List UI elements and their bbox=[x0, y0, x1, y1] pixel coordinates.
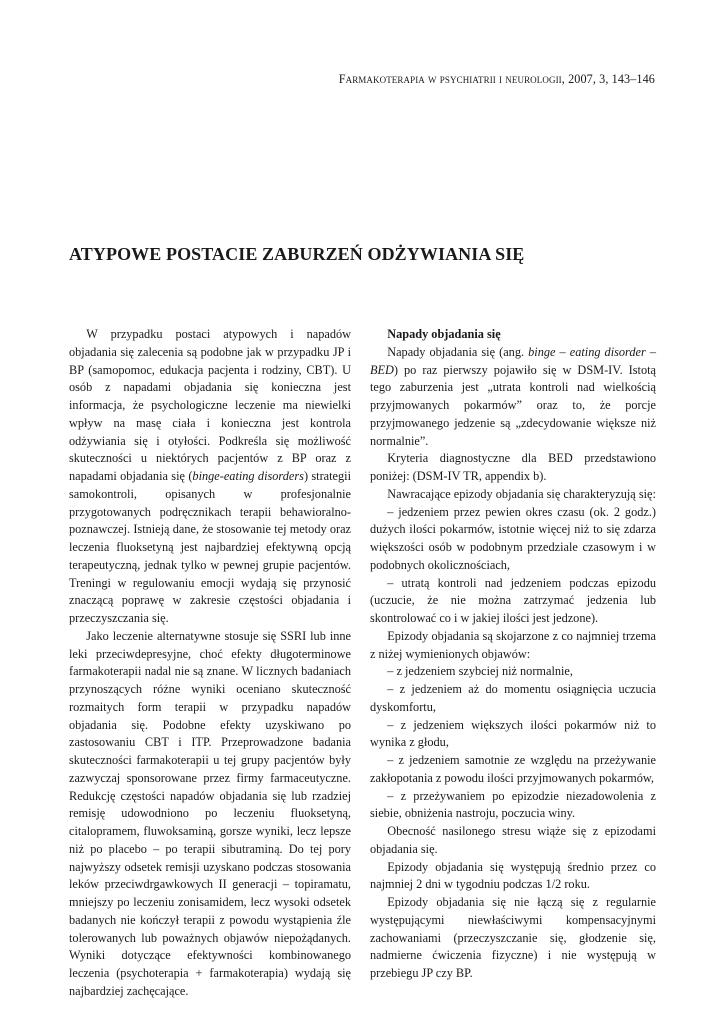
right-paragraph-8: – z jedzeniem aż do momentu osiągnięcia uczucia dyskomfortu, bbox=[370, 682, 656, 714]
right-paragraph-14: Epizody objadania się nie łączą się z regularnie występującymi niewłaściwymi kompensacyjnymi zachowaniami (przeczyszczanie się, głodzenie się, nadmierne ćwiczenia fizyczne) i nie występują w przebiegu JP czy BP. bbox=[370, 895, 656, 980]
right-paragraph-9: – z jedzeniem większych ilości pokarmów niż to wynika z głodu, bbox=[370, 717, 656, 750]
right-paragraph-12: Obecność nasilonego stresu wiąże się z epizodami objadania się. bbox=[370, 824, 656, 856]
left-paragraph-1 bbox=[69, 326, 351, 628]
right-paragraph-5: – utratą kontroli nad jedzeniem podczas epizodu (uczucie, że nie można zatrzymać jedzenia lub skontrolować co i w jakiej ilości jest jedzone). bbox=[370, 575, 656, 625]
right-paragraph-11: – z przeżywaniem po epizodzie niezadowolenia z siebie, obniżenia nastroju, poczucia winy. bbox=[370, 788, 656, 821]
right-column bbox=[370, 326, 656, 983]
left-column bbox=[69, 326, 351, 1001]
left-p1-italic-term: binge-eating disorders bbox=[192, 469, 304, 483]
journal-citation: , 2007, 3, 143–146 bbox=[561, 72, 655, 86]
left-p1-text-b: ) strategii samokontroli, opisanych w profesjonalnie przygotowanych podręcznikach terapii behawioralno-poznawczej. Istnieją dane, że stosowanie tej metody oraz leczenia fluoksetyną jest najbardziej efektywną opcją terapeutyczną, jednak tylko w pewnej grupie pacjentów. Treningi w regulowaniu emocji wydają się przynosić znaczącą poprawę w zakresie częstości objadania i przeczyszczania się. bbox=[69, 469, 351, 625]
right-paragraph-4: – jedzeniem przez pewien okres czasu (ok. 2 godz.) dużych ilości pokarmów, istotnie więcej niż to się zdarza większości osób w podobnym przedziale czasowym i w podobnych okolicznościach, bbox=[370, 504, 656, 572]
right-paragraph-3: Nawracające epizody objadania się charakteryzują się: bbox=[387, 486, 656, 501]
right-paragraph-1 bbox=[370, 344, 656, 451]
right-p1-italic-term: binge – eating disorder – BED bbox=[370, 344, 656, 377]
right-p1-text-a: Napady objadania się (ang. bbox=[387, 344, 529, 359]
article-title: ATYPOWE POSTACIE ZABURZEŃ ODŻYWIANIA SIĘ bbox=[69, 244, 525, 264]
right-paragraph-2: Kryteria diagnostyczne dla BED przedstawiono poniżej: (DSM-IV TR, appendix b). bbox=[370, 451, 656, 483]
section-heading: Napady objadania się bbox=[387, 327, 501, 341]
left-paragraph-2: Jako leczenie alternatywne stosuje się SSRI lub inne leki przeciwdepresyjne, choć efekty długoterminowe farmakoterapii nadal nie są znane. W licznych badaniach przynoszących różne wyniki oceniano skuteczność rozmaitych form terapii w przypadku napadów objadania się. Podobne efekty uzyskiwano po zastosowaniu CBT i ITP. Przeprowadzone badania skuteczności farmakoterapii u tej grupy pacjentów były zazwyczaj sponsorowane przez firmy farmaceutyczne. Redukcję częstości napadów objadania się lub rzadziej remisję udowodniono po leczeniu fluoksetyną, citalopramem, fluwoksaminą, gorsze wyniki, lecz lepsze niż po placebo – po terapii sibutraminą. Do tej pory najwyższy odsetek remisji uzyskano podczas stosowania leków przeciwdrgawkowych II generacji – topiramatu, mniejszy po leczeniu zonisamidem, lecz wysoki odsetek badanych nie kończył terapii z powodu wystąpienia źle tolerowanych lub poważnych objawów niepożądanych. Wyniki dotyczące efektywności kombinowanego leczenia (psychoterapia + farmakoterapia) wydają się najbardziej zachęcające. bbox=[69, 628, 351, 998]
right-paragraph-10: – z jedzeniem samotnie ze względu na przeżywanie zakłopotania z powodu ilości przyjmowanych pokarmów, bbox=[370, 753, 656, 785]
right-paragraph-13: Epizody objadania się występują średnio przez co najmniej 2 dni w tygodniu podczas 1/2 roku. bbox=[370, 859, 656, 892]
right-paragraph-7: – z jedzeniem szybciej niż normalnie, bbox=[387, 664, 573, 679]
journal-name: Farmakoterapia w psychiatrii i neurologii bbox=[338, 72, 562, 86]
left-p1-text-a: W przypadku postaci atypowych i napadów objadania się zalecenia są podobne jak w przypadku JP i BP (samopomoc, edukacja pacjenta i rodziny, CBT). U osób z napadami objadania się konieczna jest informacja, że psychologiczne leczenie ma niewielki wpływ na masę ciała i konieczna jest kontrola odżywiania się i otyłości. Podkreśla się możliwość skuteczności u niektórych pacjentów z BP oraz z napadami objadania się ( bbox=[69, 327, 351, 483]
right-paragraph-6: Epizody objadania są skojarzone z co najmniej trzema z niżej wymienionych objawów: bbox=[370, 628, 656, 661]
right-p1-text-b: ) po raz pierwszy pojawiło się w DSM-IV. Istotą tego zaburzenia jest „utrata kontroli nad wielkością przyjmowanych pokarmów” oraz to, że porcje przyjmowanego jedzenie są „zdecydowanie większe niż normalnie”. bbox=[370, 362, 656, 448]
running-head bbox=[339, 72, 655, 87]
